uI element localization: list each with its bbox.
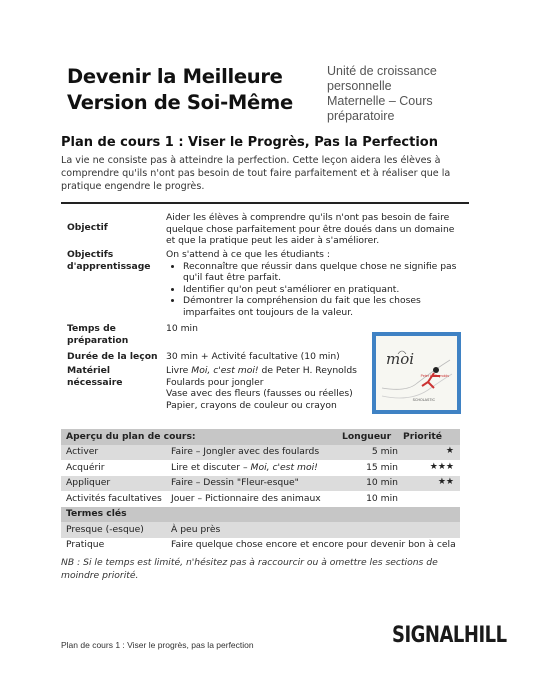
header-priority: Priorité: [403, 430, 443, 442]
row-description: Lire et discuter – Moi, c'est moi!: [171, 461, 318, 473]
page-title: [67, 64, 317, 116]
unit-line-3: Maternelle – Cours: [327, 94, 433, 108]
unit-info: [327, 64, 477, 124]
row-length: 10 min: [366, 477, 398, 488]
list-item: • Reconnaître que réussir dans quelque chose ne signifie pas qu'il faut être parfait.: [183, 261, 466, 284]
book-cover-publisher: SCHOLASTIC: [412, 398, 435, 402]
material-book: Livre Moi, c'est moi! de Peter H. Reynolds: [166, 365, 357, 376]
row-name: Appliquer: [66, 477, 111, 488]
row-name: Acquérir: [66, 461, 105, 473]
material-item: Vase avec des fleurs (fausses ou réelles): [166, 388, 353, 400]
table-row: [61, 522, 460, 538]
term: Presque (-esque): [66, 523, 144, 535]
unit-line-4: préparatoire: [327, 109, 395, 123]
table-header-row: [61, 429, 460, 445]
lesson-intro: La vie ne consiste pas à atteindre la perfection. Cette leçon aidera les élèves à comprendre qu'ils n'ont pas besoin de tout faire parfaitement et à réaliser que la pratique engendre le progrès.: [61, 155, 451, 192]
row-name: Activités facultatives: [66, 492, 162, 504]
row-description: Faire – Jongler avec des foulards: [171, 446, 320, 457]
book-cover-title: moi: [386, 350, 415, 368]
material-item: Papier, crayons de couleur ou crayon: [166, 399, 337, 411]
learning-objectives-intro: On s'attend à ce que les étudiants :: [166, 249, 330, 260]
lesson-plan-title: Plan de cours 1 : Viser le Progrès, Pas la Perfection: [61, 135, 438, 150]
objective-value: Aider les élèves à comprendre qu'ils n'ont pas besoin de faire quelque chose parfaitement pour être doués dans un domaine et que la pratique peut les aider à s'améliorer.: [166, 212, 455, 247]
learning-objectives-list: [166, 261, 466, 319]
title-line-1: Devenir la Meilleure: [67, 65, 283, 88]
title-line-2: Version de Soi-Même: [67, 91, 293, 114]
book-title: Moi, c'est moi!: [191, 365, 259, 376]
key-terms-label: Termes clés: [66, 508, 127, 519]
book-cover-image: [372, 332, 461, 414]
row-length: 10 min: [366, 492, 398, 504]
unit-line-1: Unité de croissance: [327, 64, 437, 78]
page-footer: Plan de cours 1 : Viser le progrès, pas la perfection: [61, 640, 254, 650]
term: Pratique: [66, 539, 105, 550]
header-length: Longueur: [342, 430, 392, 442]
key-terms-header: [61, 507, 460, 523]
row-priority: ★★: [437, 477, 454, 487]
table-row: [61, 460, 460, 476]
material-item: Foulards pour jongler: [166, 376, 264, 388]
section-divider: [61, 202, 469, 204]
term-definition: Faire quelque chose encore et encore pour devenir bon à cela: [171, 539, 456, 550]
materials-label: Matériel nécessaire: [67, 365, 123, 388]
row-length: 5 min: [371, 446, 398, 457]
lesson-duration-value: 30 min + Activité facultative (10 min): [166, 351, 340, 362]
row-description: Faire – Dessin "Fleur-esque": [171, 477, 299, 488]
header-overview: Aperçu du plan de cours:: [66, 430, 196, 442]
learning-objectives: [166, 249, 466, 319]
signalhill-logo: SIGNALHILL: [392, 622, 507, 649]
table-row: [61, 491, 460, 507]
row-length: 15 min: [366, 461, 398, 473]
row-priority: ★★★: [429, 461, 454, 472]
learning-objectives-label: Objectifs d'apprentissage: [67, 249, 151, 272]
table-row: [61, 538, 460, 554]
table-row: [61, 476, 460, 492]
term-definition: À peu près: [171, 523, 221, 535]
row-name: Activer: [66, 446, 99, 457]
table-row: [61, 445, 460, 461]
preparation-time-label: Temps de préparation: [67, 323, 129, 346]
time-note: NB : Si le temps est limité, n'hésitez pas à raccourcir ou à omettre les sections de moindre priorité.: [61, 557, 438, 581]
row-priority: ★: [445, 446, 454, 456]
objective-label: Objectif: [67, 222, 108, 233]
lesson-duration-label: Durée de la leçon: [67, 351, 158, 362]
row-description: Jouer – Pictionnaire des animaux: [171, 492, 321, 504]
unit-line-2: personnelle: [327, 79, 392, 93]
book-cover-author: Peter H. Reynolds: [420, 374, 449, 378]
preparation-time-value: 10 min: [166, 323, 198, 334]
list-item: • Identifier qu'on peut s'améliorer en pratiquant.: [183, 284, 466, 296]
list-item: • Démontrer la compréhension du fait que les choses imparfaites ont toujours de la valeur.: [183, 295, 466, 318]
lesson-overview-table: [61, 429, 460, 553]
